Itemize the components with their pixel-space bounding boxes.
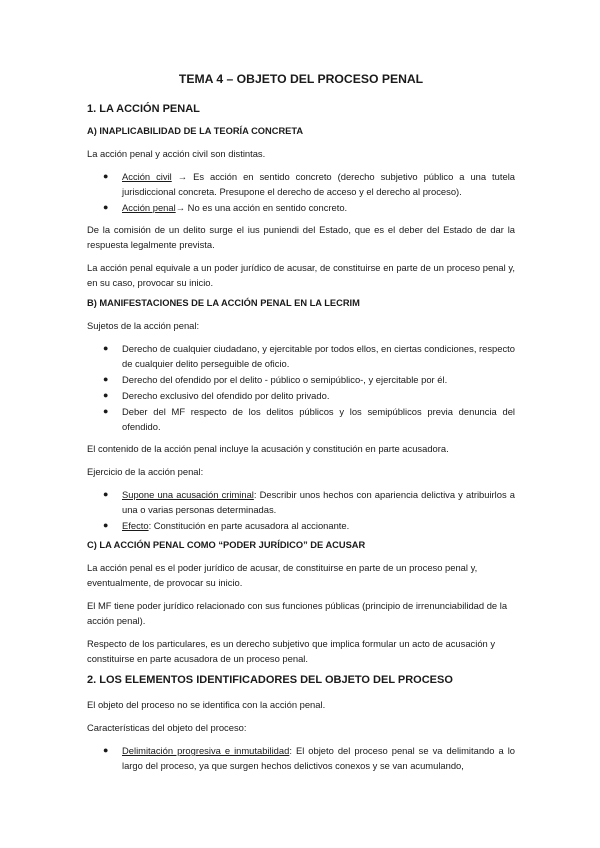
list-item-term: Efecto <box>122 520 149 531</box>
list-item-term: Acción penal <box>122 202 176 213</box>
list-item <box>87 372 515 387</box>
bullet-icon: ● <box>103 374 109 384</box>
bullet-icon: ● <box>103 202 109 212</box>
bullet-list <box>87 487 515 533</box>
paragraph: Ejercicio de la acción penal: <box>87 466 204 477</box>
paragraph: El MF tiene poder jurídico relacionado con sus funciones públicas (principio de irrenunciabilidad de la acción penal). <box>87 600 508 626</box>
bullet-icon: ● <box>103 406 109 416</box>
paragraph: La acción penal y acción civil son distintas. <box>87 148 266 159</box>
paragraph: El contenido de la acción penal incluye la acusación y constitución en parte acusadora. <box>87 443 449 454</box>
list-item-text: : El objeto del proceso penal se va delimitando a lo largo del proceso, ya que surgen hechos delictivos conexos y se van acumulando, <box>122 745 515 771</box>
list-item <box>87 341 515 371</box>
paragraph: Sujetos de la acción penal: <box>87 320 200 331</box>
list-item-text: Derecho exclusivo del ofendido por delito privado. <box>122 390 330 401</box>
list-item <box>87 388 515 403</box>
bullet-list <box>87 341 515 434</box>
paragraph: El objeto del proceso no se identifica con la acción penal. <box>87 699 326 710</box>
list-item <box>87 200 515 215</box>
bullet-icon: ● <box>103 171 109 181</box>
paragraph: Características del objeto del proceso: <box>87 722 247 733</box>
bullet-icon: ● <box>103 390 109 400</box>
list-item-term: Delimitación progresiva e inmutabilidad <box>122 745 290 756</box>
list-item <box>87 518 515 533</box>
section-heading-1: 1. LA ACCIÓN PENAL <box>87 103 200 115</box>
list-item-text: → Es acción en sentido concreto (derecho subjetivo público a una tutela jurisdiccional concreta. Presupone el derecho de acceso y el derecho al proceso). <box>122 171 515 197</box>
section-heading-2: 2. LOS ELEMENTOS IDENTIFICADORES DEL OBJETO DEL PROCESO <box>87 674 453 686</box>
paragraph: La acción penal equivale a un poder jurídico de acusar, de constituirse en parte de un proceso penal y, en su caso, provocar su inicio. <box>87 262 515 288</box>
bullet-icon: ● <box>103 745 109 755</box>
list-item-text: Deber del MF respecto de los delitos públicos y los semipúblicos previa denuncia del ofendido. <box>122 406 515 432</box>
list-item-text: Derecho del ofendido por el delito - público o semipúblico-, y ejercitable por él. <box>122 374 448 385</box>
bullet-icon: ● <box>103 343 109 353</box>
paragraph: Respecto de los particulares, es un derecho subjetivo que implica formular un acto de acusación y constituirse en parte acusadora de un proceso penal. <box>87 638 496 664</box>
bullet-list <box>87 169 515 215</box>
list-item-term: Supone una acusación criminal <box>122 489 254 500</box>
bullet-list <box>87 743 515 773</box>
list-item-text: : Describir unos hechos con apariencia delictiva y atribuirlos a una o varias personas determinadas. <box>122 489 515 515</box>
paragraph: La acción penal es el poder jurídico de acusar, de constituirse en parte de un proceso penal y, eventualmente, de provocar su inicio. <box>87 562 478 588</box>
list-item <box>87 169 515 199</box>
document-body <box>87 72 515 780</box>
subheading-c: C) LA ACCIÓN PENAL COMO “PODER JURÍDICO” DE ACUSAR <box>87 540 366 550</box>
document-title: TEMA 4 – OBJETO DEL PROCESO PENAL <box>178 72 424 86</box>
bullet-icon: ● <box>103 489 109 499</box>
paragraph: De la comisión de un delito surge el ius puniendi del Estado, que es el deber del Estado de dar la respuesta legalmente prevista. <box>87 224 515 250</box>
list-item <box>87 487 515 517</box>
list-item-text: : Constitución en parte acusadora al accionante. <box>148 520 350 531</box>
list-item <box>87 743 515 773</box>
bullet-icon: ● <box>103 520 109 530</box>
subheading-a: A) INAPLICABILIDAD DE LA TEORÍA CONCRETA <box>87 126 304 136</box>
list-item-term: Acción civil <box>122 171 172 182</box>
subheading-b: B) MANIFESTACIONES DE LA ACCIÓN PENAL EN LA LECRIM <box>87 298 360 308</box>
list-item-text: Derecho de cualquier ciudadano, y ejercitable por todos ellos, en ciertas condiciones, respecto de cualquier delito perseguible de oficio. <box>122 343 515 369</box>
list-item-text: → No es una acción en sentido concreto. <box>175 202 348 213</box>
list-item <box>87 404 515 434</box>
